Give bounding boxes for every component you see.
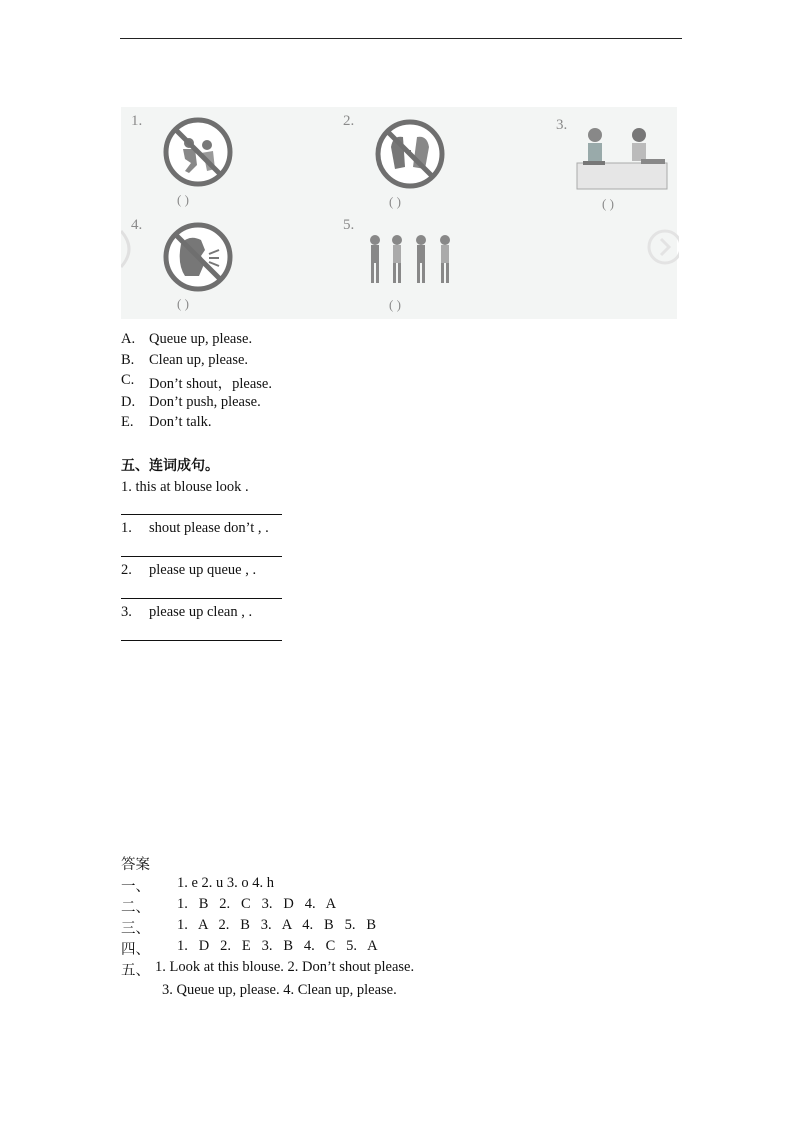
sentence-item-3-number: 2. [121,562,132,578]
answers-title: 答案 [121,857,150,873]
no-talking-icon [373,117,447,191]
left-arrow-icon [121,229,137,269]
section-5-heading: 五、连词成句。 [121,458,219,474]
figure-number-5: 5. [343,217,355,233]
answer-row-4-label: 四、 [121,942,150,958]
sentence-item-4-prompt: please up clean , . [149,604,253,620]
answer-row-5-line-2: 3. Queue up, please. 4. Clean up, please. [162,982,397,998]
header-rule [120,38,682,39]
answer-blank-4[interactable] [121,640,282,641]
right-arrow-icon [645,227,679,267]
answer-row-5-label: 五、 [121,963,150,979]
option-text-b: Clean up, please. [149,352,249,368]
sentence-item-2-prompt: shout please don’t , . [149,520,269,536]
answer-row-3-label: 三、 [121,921,150,937]
answer-parens-1: ( ) [177,192,189,207]
option-text-a: Queue up, please. [149,331,253,347]
answer-parens-5: ( ) [389,297,401,312]
sentence-item-4-number: 3. [121,604,132,620]
answer-blank-1[interactable] [121,514,282,515]
option-letter-c: C. [121,372,135,388]
answer-parens-2: ( ) [389,194,401,209]
option-letter-d: D. [121,394,136,410]
option-letter-b: B. [121,352,135,368]
answer-parens-4: ( ) [177,296,189,311]
answer-row-4-text: 1. D 2. E 3. B 4. C 5. A [177,938,378,954]
answer-parens-3: ( ) [602,196,614,211]
no-shouting-icon [161,220,235,294]
figure-number-2: 2. [343,113,355,129]
figure-number-4: 4. [131,217,143,233]
figure-number-1: 1. [131,113,143,129]
answer-row-5-line-1: 1. Look at this blouse. 2. Don’t shout please. [155,959,415,975]
answer-row-1-label: 一、 [121,879,150,895]
answer-row-2-label: 二、 [121,900,150,916]
sentence-item-1-prompt: 1. this at blouse look . [121,479,249,495]
answer-blank-3[interactable] [121,598,282,599]
option-letter-e: E. [121,414,134,430]
sentence-item-2-number: 1. [121,520,132,536]
option-letter-a: A. [121,331,136,347]
clean-up-scene-icon [575,121,669,193]
answer-blank-2[interactable] [121,556,282,557]
answer-row-2-text: 1. B 2. C 3. D 4. A [177,896,337,912]
figure-number-3: 3. [556,117,568,133]
picture-exercise-figure [121,107,677,319]
answer-row-3-text: 1. A 2. B 3. A 4. B 5. B [177,917,377,933]
option-text-d: Don’t push, please. [149,394,261,410]
queue-up-scene-icon [365,233,457,287]
answer-row-1-text: 1. e 2. u 3. o 4. h [177,875,275,891]
option-text-c: Don’t shout，please. [149,376,272,392]
sentence-item-3-prompt: please up queue , . [149,562,257,578]
option-text-e: Don’t talk. [149,414,212,430]
no-pushing-icon [161,115,235,189]
